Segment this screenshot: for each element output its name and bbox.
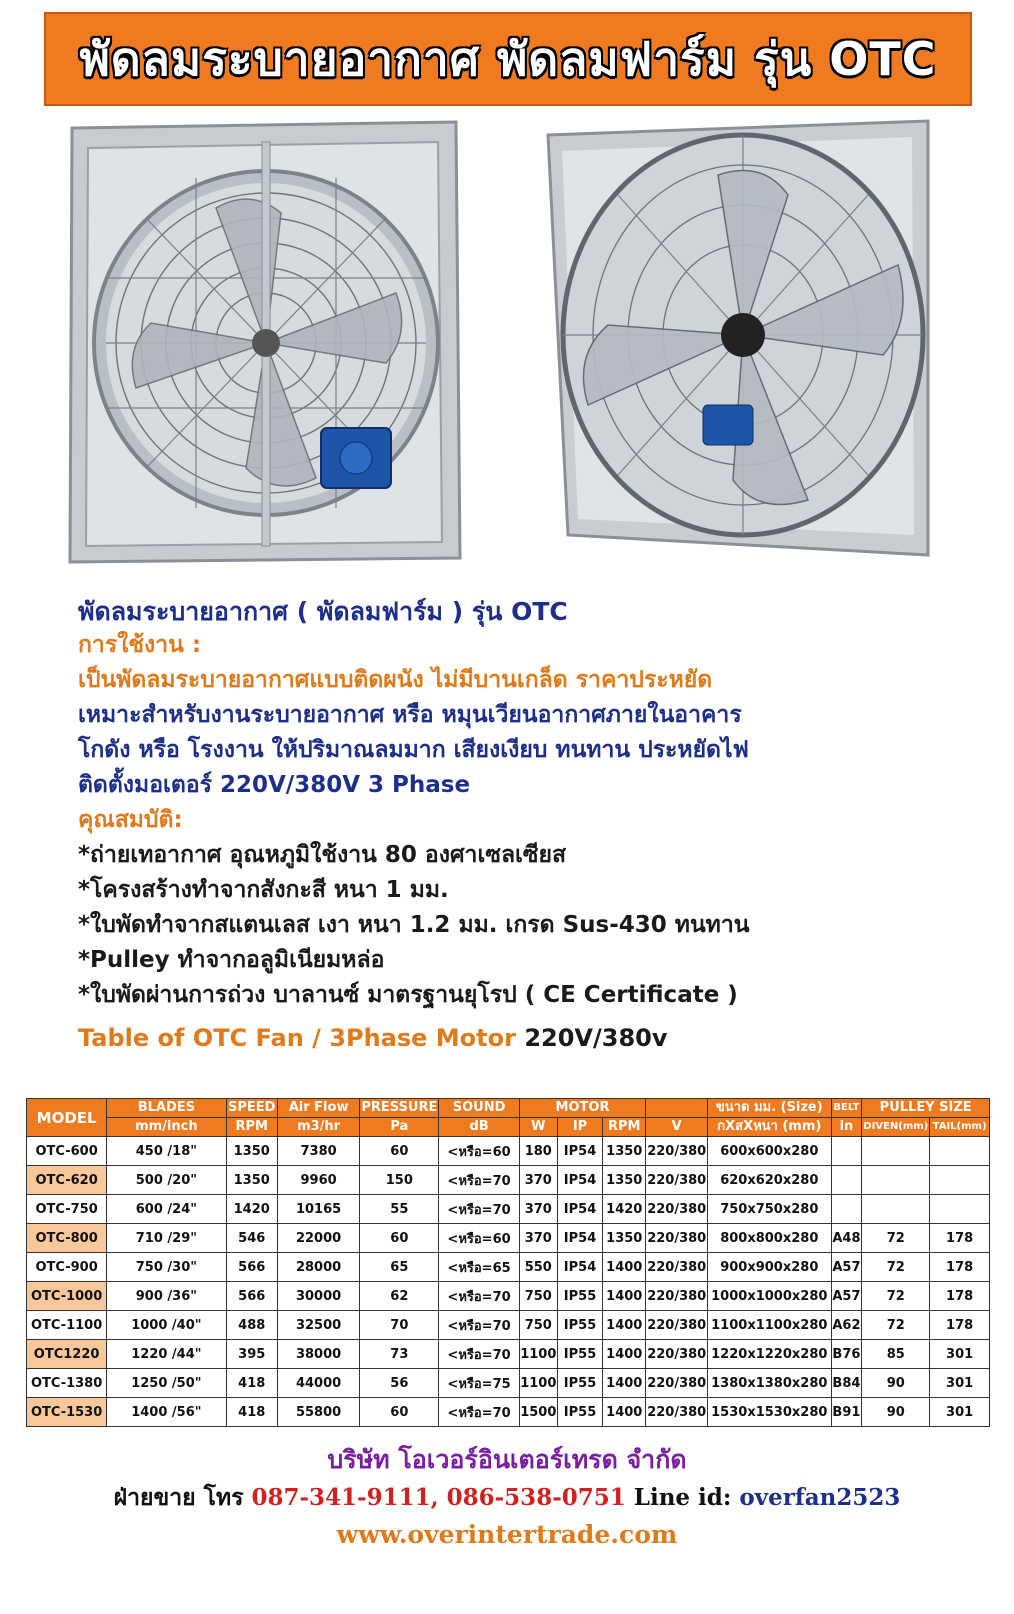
- phone-numbers: 087-341-9111, 086-538-0751: [251, 1484, 626, 1511]
- cell-model: OTC-1100: [27, 1311, 107, 1340]
- cell-airflow: 30000: [277, 1282, 359, 1311]
- cell-airflow: 44000: [277, 1369, 359, 1398]
- col-belt: BELT: [831, 1099, 862, 1118]
- col-airflow: Air Flow: [277, 1099, 359, 1118]
- cell-belt: A57: [831, 1282, 862, 1311]
- cell-sound: <หรือ=70: [439, 1166, 519, 1195]
- cell-ip: IP54: [557, 1137, 602, 1166]
- cell-pressure: 55: [360, 1195, 439, 1224]
- cell-v: 220/380: [646, 1340, 708, 1369]
- cell-rpm: 1420: [603, 1195, 646, 1224]
- cell-v: 220/380: [646, 1398, 708, 1427]
- banner-title: พัดลมระบายอากาศ พัดลมฟาร์ม รุ่น OTC: [79, 31, 937, 86]
- cell-diven: 72: [862, 1224, 930, 1253]
- sub-diven: DIVEN(mm): [862, 1118, 930, 1137]
- cell-diven: [862, 1166, 930, 1195]
- col-size: ขนาด มม. (Size): [708, 1099, 831, 1118]
- cell-speed: 488: [226, 1311, 277, 1340]
- cell-ip: IP55: [557, 1398, 602, 1427]
- cell-tail: 178: [930, 1311, 990, 1340]
- cell-pressure: 65: [360, 1253, 439, 1282]
- cell-tail: 178: [930, 1224, 990, 1253]
- cell-diven: 72: [862, 1282, 930, 1311]
- cell-v: 220/380: [646, 1253, 708, 1282]
- contact-line: [0, 1480, 1014, 1516]
- cell-tail: [930, 1195, 990, 1224]
- cell-speed: 418: [226, 1398, 277, 1427]
- sub-belt: in: [831, 1118, 862, 1137]
- table-row: [27, 1253, 990, 1282]
- feature-item: *ใบพัดผ่านการถ่วง บาลานซ์ มาตรฐานยุโรป ( CE Certificate ): [78, 982, 738, 1008]
- sub-airflow: m3/hr: [277, 1118, 359, 1137]
- cell-size: 900x900x280: [708, 1253, 831, 1282]
- cell-model: OTC-750: [27, 1195, 107, 1224]
- cell-size: 620x620x280: [708, 1166, 831, 1195]
- table-title-voltage: 220V/380v: [524, 1024, 668, 1052]
- cell-sound: <หรือ=70: [439, 1311, 519, 1340]
- cell-belt: A57: [831, 1253, 862, 1282]
- usage-line-1: เป็นพัดลมระบายอากาศแบบติดผนัง ไม่มีบานเกล็ด ราคาประหยัด: [78, 667, 713, 693]
- cell-blades: 710 /29": [107, 1224, 226, 1253]
- cell-tail: 301: [930, 1369, 990, 1398]
- sub-sound: dB: [439, 1118, 519, 1137]
- cell-size: 600x600x280: [708, 1137, 831, 1166]
- fan-front-image: [66, 118, 466, 568]
- cell-belt: [831, 1195, 862, 1224]
- cell-belt: A48: [831, 1224, 862, 1253]
- sub-ip: IP: [557, 1118, 602, 1137]
- sub-rpm: RPM: [603, 1118, 646, 1137]
- cell-belt: B84: [831, 1369, 862, 1398]
- cell-model: OTC-900: [27, 1253, 107, 1282]
- sub-speed: RPM: [226, 1118, 277, 1137]
- cell-speed: 1350: [226, 1137, 277, 1166]
- cell-size: 1000x1000x280: [708, 1282, 831, 1311]
- cell-pressure: 150: [360, 1166, 439, 1195]
- table-row: [27, 1195, 990, 1224]
- sub-v: V: [646, 1118, 708, 1137]
- cell-size: 750x750x280: [708, 1195, 831, 1224]
- col-speed: SPEED: [226, 1099, 277, 1118]
- cell-speed: 395: [226, 1340, 277, 1369]
- cell-v: 220/380: [646, 1224, 708, 1253]
- sub-size: กXสXหนา (mm): [708, 1118, 831, 1137]
- cell-belt: B91: [831, 1398, 862, 1427]
- cell-tail: 301: [930, 1340, 990, 1369]
- cell-speed: 566: [226, 1282, 277, 1311]
- cell-speed: 546: [226, 1224, 277, 1253]
- cell-size: 1100x1100x280: [708, 1311, 831, 1340]
- cell-sound: <หรือ=70: [439, 1340, 519, 1369]
- cell-rpm: 1400: [603, 1253, 646, 1282]
- cell-tail: [930, 1137, 990, 1166]
- cell-rpm: 1400: [603, 1282, 646, 1311]
- table-row: [27, 1224, 990, 1253]
- cell-size: 800x800x280: [708, 1224, 831, 1253]
- feature-item: *Pulley ทำจากอลูมิเนียมหล่อ: [78, 947, 385, 973]
- usage-line-2: เหมาะสำหรับงานระบายอากาศ หรือ หมุนเวียนอากาศภายในอาคาร: [78, 702, 742, 728]
- cell-w: 750: [519, 1311, 557, 1340]
- cell-model: OTC-800: [27, 1224, 107, 1253]
- cell-pressure: 56: [360, 1369, 439, 1398]
- cell-blades: 500 /20": [107, 1166, 226, 1195]
- line-label: Line id:: [633, 1484, 732, 1511]
- features-label: คุณสมบัติ:: [78, 807, 183, 833]
- cell-tail: 178: [930, 1253, 990, 1282]
- line-id: overfan2523: [739, 1484, 901, 1511]
- table-row: [27, 1166, 990, 1195]
- cell-ip: IP54: [557, 1166, 602, 1195]
- cell-sound: <หรือ=60: [439, 1224, 519, 1253]
- col-motor: MOTOR: [519, 1099, 646, 1118]
- cell-w: 370: [519, 1195, 557, 1224]
- cell-rpm: 1400: [603, 1340, 646, 1369]
- feature-item: *ถ่ายเทอากาศ อุณหภูมิใช้งาน 80 องศาเซลเซียส: [78, 842, 567, 868]
- cell-tail: 301: [930, 1398, 990, 1427]
- cell-rpm: 1400: [603, 1311, 646, 1340]
- cell-blades: 750 /30": [107, 1253, 226, 1282]
- cell-v: 220/380: [646, 1137, 708, 1166]
- cell-airflow: 55800: [277, 1398, 359, 1427]
- company-name: บริษัท โอเวอร์อินเตอร์เทรด จำกัด: [327, 1445, 687, 1474]
- cell-v: 220/380: [646, 1166, 708, 1195]
- cell-belt: [831, 1166, 862, 1195]
- sub-tail: TAIL(mm): [930, 1118, 990, 1137]
- cell-sound: <หรือ=70: [439, 1195, 519, 1224]
- table-row: [27, 1282, 990, 1311]
- cell-model: OTC-1530: [27, 1398, 107, 1427]
- cell-v: 220/380: [646, 1311, 708, 1340]
- cell-speed: 566: [226, 1253, 277, 1282]
- cell-blades: 1250 /50": [107, 1369, 226, 1398]
- cell-v: 220/380: [646, 1282, 708, 1311]
- usage-line-4: ติดตั้งมอเตอร์ 220V/380V 3 Phase: [78, 772, 471, 798]
- cell-model: OTC-620: [27, 1166, 107, 1195]
- col-pressure: PRESSURE: [360, 1099, 439, 1118]
- website-link[interactable]: www.overintertrade.com: [336, 1520, 678, 1549]
- col-motor-v-top: [646, 1099, 708, 1118]
- title-banner: [44, 12, 972, 106]
- cell-sound: <หรือ=70: [439, 1282, 519, 1311]
- cell-model: OTC-600: [27, 1137, 107, 1166]
- cell-pressure: 62: [360, 1282, 439, 1311]
- usage-label: การใช้งาน :: [78, 632, 202, 658]
- cell-sound: <หรือ=65: [439, 1253, 519, 1282]
- table-title-text: Table of OTC Fan / 3Phase Motor: [78, 1024, 516, 1052]
- cell-size: 1220x1220x280: [708, 1340, 831, 1369]
- cell-w: 370: [519, 1166, 557, 1195]
- cell-diven: [862, 1195, 930, 1224]
- cell-airflow: 28000: [277, 1253, 359, 1282]
- cell-sound: <หรือ=70: [439, 1398, 519, 1427]
- cell-airflow: 10165: [277, 1195, 359, 1224]
- cell-tail: [930, 1166, 990, 1195]
- cell-airflow: 9960: [277, 1166, 359, 1195]
- cell-w: 1100: [519, 1369, 557, 1398]
- fan-angled-image: [528, 115, 948, 575]
- cell-ip: IP55: [557, 1340, 602, 1369]
- col-sound: SOUND: [439, 1099, 519, 1118]
- cell-blades: 1220 /44": [107, 1340, 226, 1369]
- cell-sound: <หรือ=75: [439, 1369, 519, 1398]
- cell-sound: <หรือ=60: [439, 1137, 519, 1166]
- usage-line-3: โกดัง หรือ โรงงาน ให้ปริมาณลมมาก เสียงเงียบ ทนทาน ประหยัดไฟ: [78, 737, 749, 763]
- table-title: [78, 1024, 668, 1052]
- spec-table: [26, 1098, 990, 1427]
- cell-airflow: 32500: [277, 1311, 359, 1340]
- cell-speed: 1350: [226, 1166, 277, 1195]
- cell-v: 220/380: [646, 1195, 708, 1224]
- cell-w: 750: [519, 1282, 557, 1311]
- cell-airflow: 38000: [277, 1340, 359, 1369]
- table-row: [27, 1398, 990, 1427]
- cell-blades: 450 /18": [107, 1137, 226, 1166]
- cell-blades: 600 /24": [107, 1195, 226, 1224]
- cell-ip: IP55: [557, 1282, 602, 1311]
- product-heading: พัดลมระบายอากาศ ( พัดลมฟาร์ม ) รุ่น OTC: [78, 597, 568, 626]
- cell-speed: 418: [226, 1369, 277, 1398]
- cell-airflow: 22000: [277, 1224, 359, 1253]
- cell-pressure: 60: [360, 1224, 439, 1253]
- cell-w: 1500: [519, 1398, 557, 1427]
- cell-rpm: 1350: [603, 1166, 646, 1195]
- cell-pressure: 60: [360, 1137, 439, 1166]
- table-row: [27, 1369, 990, 1398]
- cell-belt: [831, 1137, 862, 1166]
- cell-w: 1100: [519, 1340, 557, 1369]
- cell-blades: 900 /36": [107, 1282, 226, 1311]
- cell-blades: 1000 /40": [107, 1311, 226, 1340]
- cell-speed: 1420: [226, 1195, 277, 1224]
- cell-w: 370: [519, 1224, 557, 1253]
- cell-pressure: 60: [360, 1398, 439, 1427]
- cell-model: OTC-1000: [27, 1282, 107, 1311]
- cell-diven: 72: [862, 1311, 930, 1340]
- cell-diven: 85: [862, 1340, 930, 1369]
- col-model: MODEL: [27, 1099, 107, 1137]
- cell-diven: 90: [862, 1398, 930, 1427]
- cell-rpm: 1400: [603, 1398, 646, 1427]
- cell-tail: 178: [930, 1282, 990, 1311]
- spec-table-body: [27, 1137, 990, 1427]
- cell-airflow: 7380: [277, 1137, 359, 1166]
- cell-size: 1380x1380x280: [708, 1369, 831, 1398]
- cell-ip: IP55: [557, 1369, 602, 1398]
- sub-w: W: [519, 1118, 557, 1137]
- cell-belt: A62: [831, 1311, 862, 1340]
- table-row: [27, 1137, 990, 1166]
- cell-size: 1530x1530x280: [708, 1398, 831, 1427]
- sub-pressure: Pa: [360, 1118, 439, 1137]
- cell-w: 550: [519, 1253, 557, 1282]
- cell-blades: 1400 /56": [107, 1398, 226, 1427]
- cell-rpm: 1350: [603, 1137, 646, 1166]
- cell-ip: IP54: [557, 1253, 602, 1282]
- sub-blades: mm/inch: [107, 1118, 226, 1137]
- cell-rpm: 1350: [603, 1224, 646, 1253]
- cell-diven: 72: [862, 1253, 930, 1282]
- cell-rpm: 1400: [603, 1369, 646, 1398]
- cell-pressure: 73: [360, 1340, 439, 1369]
- cell-diven: 90: [862, 1369, 930, 1398]
- cell-ip: IP55: [557, 1311, 602, 1340]
- cell-model: OTC1220: [27, 1340, 107, 1369]
- table-row: [27, 1311, 990, 1340]
- cell-model: OTC-1380: [27, 1369, 107, 1398]
- col-pulley: PULLEY SIZE: [862, 1099, 990, 1118]
- cell-belt: B76: [831, 1340, 862, 1369]
- cell-ip: IP54: [557, 1224, 602, 1253]
- cell-v: 220/380: [646, 1369, 708, 1398]
- col-blades: BLADES: [107, 1099, 226, 1118]
- cell-diven: [862, 1137, 930, 1166]
- table-row: [27, 1340, 990, 1369]
- cell-ip: IP54: [557, 1195, 602, 1224]
- feature-item: *โครงสร้างทำจากสังกะสี หนา 1 มม.: [78, 877, 449, 903]
- feature-item: *ใบพัดทำจากสแตนเลส เงา หนา 1.2 มม. เกรด Sus-430 ทนทาน: [78, 912, 750, 938]
- sales-label: ฝ่ายขาย โทร: [113, 1484, 244, 1511]
- cell-w: 180: [519, 1137, 557, 1166]
- cell-pressure: 70: [360, 1311, 439, 1340]
